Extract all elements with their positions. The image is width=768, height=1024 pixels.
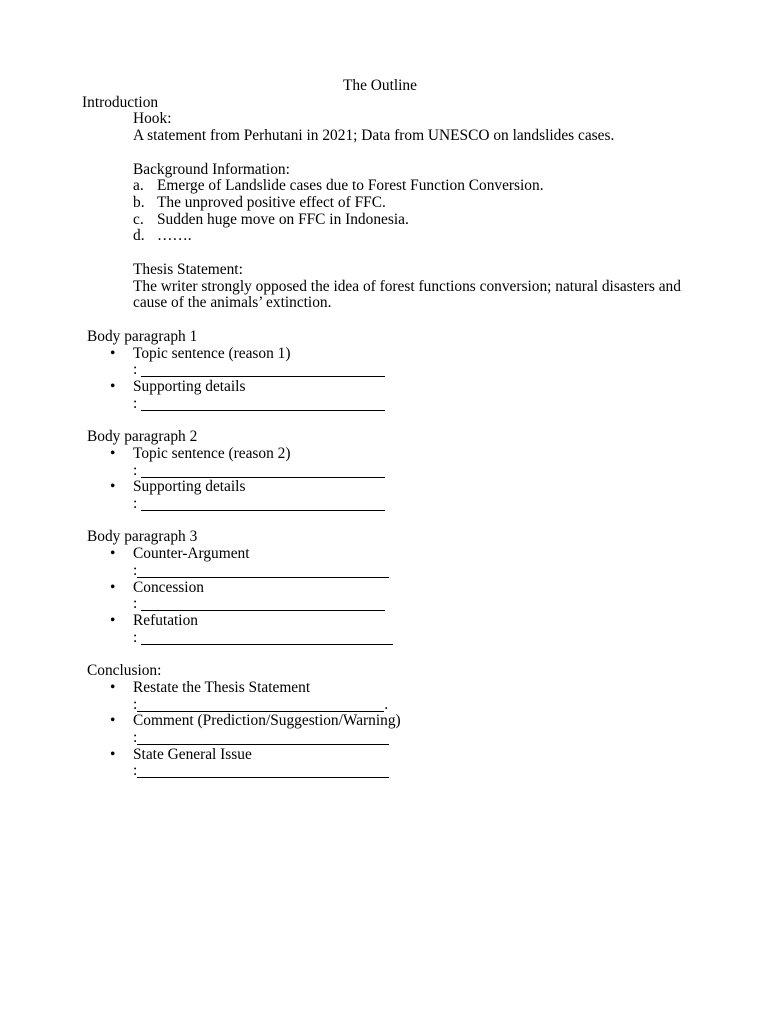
bullet-icon: • — [110, 578, 116, 596]
conclusion-heading-line — [0, 663, 768, 680]
list-item — [0, 228, 768, 245]
bullet-icon: • — [110, 478, 116, 496]
list-marker: a. — [133, 177, 144, 195]
bullet-item — [0, 613, 768, 630]
hook-text: A statement from Perhutani in 2021; Data from UNESCO on landslides cases. — [133, 127, 615, 145]
thesis-text: The writer strongly opposed the idea of forest functions conversion; natural disasters and — [133, 277, 681, 295]
background-label: Background Information: — [133, 160, 290, 178]
bullet-item — [0, 479, 768, 496]
bullet-item-label: Restate the Thesis Statement — [133, 678, 311, 696]
answer-prefix: : — [133, 494, 142, 512]
title-line — [0, 78, 768, 95]
hook-label-line — [0, 111, 768, 128]
bullet-item — [0, 546, 768, 563]
bullet-item — [0, 580, 768, 597]
list-item — [0, 195, 768, 212]
bullet-item — [0, 713, 768, 730]
bullet-icon: • — [110, 745, 116, 763]
thesis-text: cause of the animals’ extinction. — [133, 294, 332, 312]
answer-line — [0, 463, 768, 480]
list-item-text: The unproved positive effect of FFC. — [157, 194, 386, 212]
conclusion-heading: Conclusion: — [87, 662, 162, 680]
paragraph-spacer — [0, 312, 768, 329]
answer-prefix: : — [133, 729, 138, 747]
answer-line — [0, 563, 768, 580]
bullet-item — [0, 446, 768, 463]
list-marker: c. — [133, 210, 144, 228]
answer-line — [0, 730, 768, 747]
bullet-icon: • — [110, 444, 116, 462]
thesis-text-line — [0, 279, 768, 296]
answer-prefix: : — [133, 561, 138, 579]
answer-prefix: : — [133, 762, 138, 780]
bullet-item-label: Counter-Argument — [133, 545, 250, 563]
paragraph-spacer — [0, 145, 768, 162]
paragraph-spacer — [0, 245, 768, 262]
answer-prefix: : — [133, 394, 142, 412]
answer-blank — [137, 777, 389, 778]
bullet-item — [0, 747, 768, 764]
thesis-label-line — [0, 262, 768, 279]
body-paragraph-heading: Body paragraph 2 — [87, 428, 198, 446]
bullet-icon: • — [110, 612, 116, 629]
list-item — [0, 212, 768, 229]
bullet-item-label: Supporting details — [133, 478, 246, 496]
answer-prefix: : — [133, 628, 142, 646]
paragraph-spacer — [0, 513, 768, 530]
bullet-item-label: Refutation — [133, 612, 198, 629]
answer-blank — [141, 644, 393, 645]
hook-text-line — [0, 128, 768, 145]
bullet-item-label: Topic sentence (reason 1) — [133, 344, 291, 362]
answer-suffix: . — [384, 695, 389, 713]
list-item — [0, 178, 768, 195]
body-paragraph-heading: Body paragraph 1 — [87, 327, 198, 345]
answer-line — [0, 630, 768, 647]
background-label-line — [0, 162, 768, 179]
answer-line — [0, 763, 768, 780]
introduction-line — [0, 95, 768, 112]
answer-prefix: : — [133, 461, 142, 479]
list-item-text: ……. — [157, 227, 192, 245]
list-item-text: Emerge of Landslide cases due to Forest Function Conversion. — [157, 177, 544, 195]
paragraph-spacer — [0, 412, 768, 429]
thesis-text-line — [0, 295, 768, 312]
answer-blank — [141, 410, 385, 411]
hook-label: Hook: — [133, 110, 172, 128]
bullet-item-label: Comment (Prediction/Suggestion/Warning) — [133, 712, 401, 730]
bullet-icon: • — [110, 377, 116, 395]
answer-blank — [141, 510, 385, 511]
answer-prefix: : — [133, 595, 142, 613]
answer-line — [0, 362, 768, 379]
body-paragraph-heading-line — [0, 329, 768, 346]
bullet-icon: • — [110, 712, 116, 730]
answer-line — [0, 697, 768, 714]
answer-line — [0, 496, 768, 513]
outline-document — [0, 78, 768, 780]
paragraph-spacer — [0, 646, 768, 663]
body-paragraph-heading: Body paragraph 3 — [87, 528, 198, 546]
body-paragraph-heading-line — [0, 529, 768, 546]
document-title: The Outline — [343, 77, 417, 94]
answer-prefix: : — [133, 695, 138, 713]
thesis-label: Thesis Statement: — [133, 260, 243, 278]
bullet-item-label: Concession — [133, 578, 204, 596]
bullet-icon: • — [110, 678, 116, 696]
introduction-heading: Introduction — [82, 93, 159, 111]
list-marker: d. — [133, 227, 145, 245]
body-paragraph-heading-line — [0, 429, 768, 446]
bullet-item-label: Supporting details — [133, 377, 246, 395]
bullet-icon: • — [110, 545, 116, 563]
bullet-icon: • — [110, 344, 116, 362]
answer-prefix: : — [133, 361, 142, 379]
bullet-item — [0, 379, 768, 396]
answer-line — [0, 396, 768, 413]
bullet-item — [0, 680, 768, 697]
list-marker: b. — [133, 194, 145, 212]
answer-line — [0, 596, 768, 613]
list-item-text: Sudden huge move on FFC in Indonesia. — [157, 210, 409, 228]
bullet-item — [0, 346, 768, 363]
bullet-item-label: State General Issue — [133, 745, 252, 763]
bullet-item-label: Topic sentence (reason 2) — [133, 444, 291, 462]
